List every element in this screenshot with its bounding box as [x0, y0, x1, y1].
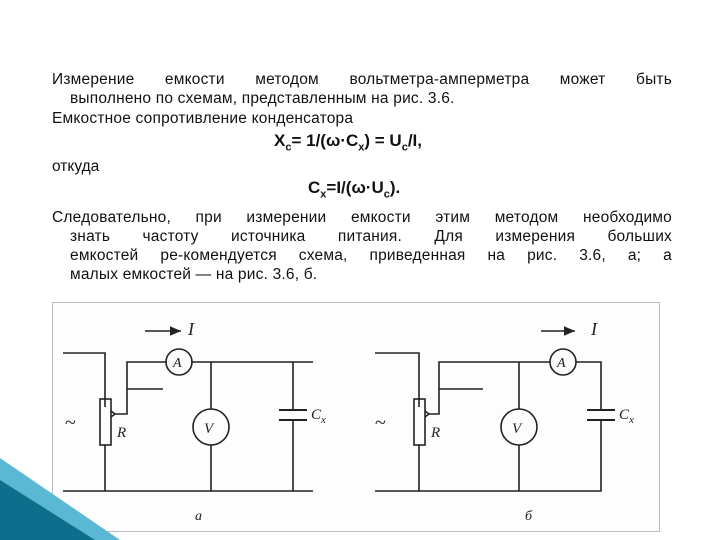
circuit-b-capacitor: [587, 410, 615, 420]
circuit-figure: [52, 302, 660, 532]
formula-reactance-mid: = 1/(ω·C: [291, 131, 359, 150]
circuit-b-caption: б: [525, 509, 533, 524]
circuit-b: [375, 331, 615, 491]
formula-capacitance: [308, 178, 400, 200]
circuit-a-current-label: I: [188, 319, 194, 339]
paragraph-conclusion-line-3: емкостей ре-комендуется схема, приведенная на рис. 3.6, а; а: [70, 247, 672, 264]
circuit-a-wire-top-left: [127, 362, 167, 389]
formula-capacitance-end: ).: [389, 178, 401, 197]
formula-reactance: [274, 131, 422, 153]
paragraph-conclusion: [52, 208, 672, 284]
paragraph-capacitance: [52, 109, 672, 128]
formula-reactance-sub-c: c: [401, 141, 408, 154]
circuit-b-wire-bottom: [419, 420, 601, 491]
formula-reactance-sub: c: [285, 141, 292, 154]
circuit-b-wire-top-right: [576, 362, 601, 410]
paragraph-intro-line-2: выполнено по схемам, представленным на рис. 3.6.: [70, 90, 455, 107]
circuit-b-wire-top-left: [439, 362, 550, 389]
circuit-b-wire-left: [375, 353, 419, 407]
circuit-a-wire-tap: [115, 389, 163, 414]
circuit-a-caption: а: [195, 509, 202, 524]
circuit-a-resistor-label: R: [117, 425, 127, 441]
formula-capacitance-sub-x: x: [320, 188, 327, 201]
paragraph-conclusion-line-1: Следовательно, при измерении емкости этим методом необходимо: [52, 209, 672, 226]
formula-capacitance-symbol: C: [308, 178, 321, 197]
circuit-b-capacitor-label: $C_x$: [619, 407, 634, 426]
formula-reactance-sub-x: x: [358, 141, 365, 154]
circuit-a-wire-left: [63, 353, 105, 407]
word-otkuda: откуда: [52, 158, 100, 175]
deco-dark-wedge: [0, 480, 95, 540]
formula-reactance-mid2: ) = U: [364, 131, 402, 150]
paragraph-conclusion-line-4: малых емкостей — на рис. 3.6, б.: [70, 266, 318, 283]
paragraph-capacitance-text: Емкостное сопротивление конденсатора: [52, 110, 354, 127]
circuit-a-voltmeter-label: V: [204, 421, 214, 437]
circuit-b-source: ~: [375, 412, 386, 434]
circuit-b-voltmeter-label: V: [512, 421, 522, 437]
formula-reactance-symbol: X: [274, 131, 286, 150]
formula-capacitance-mid: =I/(ω·U: [326, 178, 384, 197]
formula-reactance-end: /I,: [407, 131, 422, 150]
circuit-a-ammeter-label: A: [173, 356, 182, 371]
paragraph-conclusion-line-2: знать частоту источника питания. Для измерения больших: [70, 228, 672, 245]
paragraph-intro: [52, 70, 672, 108]
circuit-diagram: [53, 303, 659, 531]
circuit-a-capacitor: [279, 410, 307, 420]
formula-capacitance-sub-c: c: [383, 188, 390, 201]
paragraph-intro-line-1: Измерение емкости методом вольтметра-амперметра может быть: [52, 71, 672, 88]
circuit-b-wire-left-bottom: [375, 445, 419, 491]
circuit-b-current-label: I: [591, 319, 597, 339]
circuit-a-source: ~: [65, 412, 76, 434]
circuit-b-ammeter-label: A: [557, 356, 566, 371]
decorative-corner-shape: [0, 440, 120, 540]
circuit-a-capacitor-label: $C_x$: [311, 407, 326, 426]
circuit-b-wire-tap: [429, 389, 483, 414]
circuit-b-resistor-label: R: [431, 425, 441, 441]
